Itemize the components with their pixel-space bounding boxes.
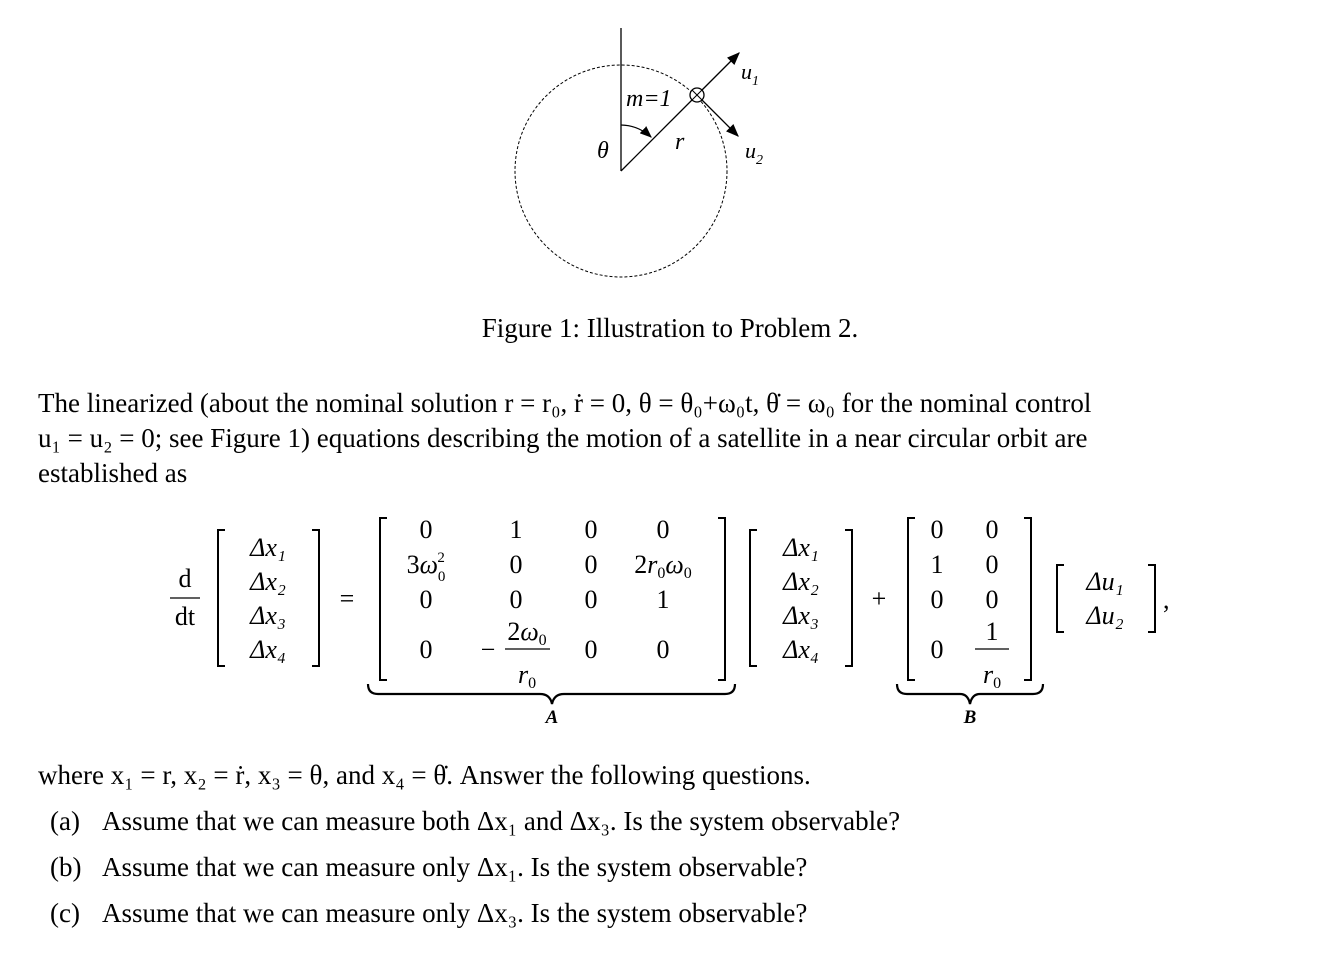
u2-arrow <box>697 95 738 136</box>
label-b: B <box>963 707 977 728</box>
underbrace-a <box>368 684 735 704</box>
input-u1: Δu₁ <box>1086 567 1124 596</box>
svg-text:1: 1 <box>985 617 999 646</box>
state2-x4: Δx₄ <box>783 635 819 664</box>
b-41: 0 <box>930 635 944 664</box>
a-41: 0 <box>419 635 433 664</box>
matrix-a-bracket-right <box>718 518 725 680</box>
svg-text:r0: r0 <box>982 660 1002 692</box>
state-x4: Δx₄ <box>250 635 286 664</box>
a-14: 0 <box>656 515 670 544</box>
u2-label: $u_2$ <box>745 138 763 168</box>
a-43: 0 <box>584 635 598 664</box>
question-a <box>50 806 900 837</box>
theta-label: θ <box>597 138 609 164</box>
state2-bracket-left <box>750 530 757 666</box>
state-bracket-left <box>218 530 225 666</box>
a-21: $3\omega_02$ <box>406 550 446 585</box>
underbrace-b <box>897 684 1043 704</box>
svg-text:−: − <box>480 635 496 664</box>
intro-line-2: u₁ = u₂ = 0; see Figure 1) equations describing the motion of a satellite in a near circular orbit are <box>38 423 1088 453</box>
orbit-figure <box>0 0 1340 300</box>
state2-bracket-right <box>845 530 852 666</box>
u1-label: $u_1$ <box>741 59 759 89</box>
a-32: 0 <box>509 585 523 614</box>
deriv-denominator: dt <box>174 602 196 631</box>
figure-caption: Figure 1: Illustration to Problem 2. <box>481 313 859 343</box>
input-bracket-right <box>1148 565 1155 632</box>
deriv-numerator: d <box>178 564 192 593</box>
a-24: 2r0ω0 <box>634 550 692 582</box>
svg-text:r0: r0 <box>517 660 537 692</box>
b-42 <box>975 617 1009 692</box>
a-12: 1 <box>509 515 523 544</box>
question-c <box>50 898 807 929</box>
a-44: 0 <box>656 635 670 664</box>
a-23: 0 <box>584 550 598 579</box>
question-a-label: (a) <box>50 806 80 836</box>
question-b-label: (b) <box>50 852 82 882</box>
intro-line-1: The linearized (about the nominal solution r = r₀, ṙ = 0, θ = θ₀+ω₀t, θ̇ = ω₀ for the nominal control <box>38 388 1092 418</box>
b-32: 0 <box>985 585 999 614</box>
equals-sign: = <box>339 584 355 613</box>
b-12: 0 <box>985 515 999 544</box>
b-11: 0 <box>930 515 944 544</box>
input-u2: Δu₂ <box>1086 601 1124 630</box>
plus-sign: + <box>871 584 887 613</box>
state-x2: Δx₂ <box>250 567 286 596</box>
trailing-comma: , <box>1163 585 1170 614</box>
question-b <box>50 852 807 883</box>
intro-paragraph <box>38 386 1308 491</box>
svg-text:2ω0: 2ω0 <box>507 617 547 649</box>
input-bracket-left <box>1057 565 1064 632</box>
matrix-a-bracket-left <box>380 518 387 680</box>
intro-line-3: established as <box>38 458 188 488</box>
question-b-text: Assume that we can measure only Δx₁. Is the system observable? <box>102 852 808 882</box>
question-a-text: Assume that we can measure both Δx₁ and Δx₃. Is the system observable? <box>102 806 901 836</box>
a-31: 0 <box>419 585 433 614</box>
state-x3: Δx₃ <box>250 601 286 630</box>
a-34: 1 <box>656 585 670 614</box>
r-label: r <box>675 129 685 155</box>
matrix-b-bracket-right <box>1024 518 1031 680</box>
a-42 <box>481 617 550 692</box>
theta-arc <box>621 125 651 137</box>
u1-arrow <box>697 53 739 95</box>
state2-x3: Δx₃ <box>783 601 819 630</box>
a-11: 0 <box>419 515 433 544</box>
state-x1: Δx₁ <box>250 533 286 562</box>
satellite-icon <box>690 88 704 102</box>
b-21: 1 <box>930 550 944 579</box>
state2-x2: Δx₂ <box>783 567 819 596</box>
where-line: where x₁ = r, x₂ = ṙ, x₃ = θ, and x₄ = θ̇. Answer the following questions. <box>38 760 811 790</box>
where-paragraph <box>38 758 1308 793</box>
question-c-label: (c) <box>50 898 80 928</box>
mass-label: m=1 <box>626 86 672 112</box>
state-bracket-right <box>312 530 319 666</box>
a-13: 0 <box>584 515 598 544</box>
b-31: 0 <box>930 585 944 614</box>
a-22: 0 <box>509 550 523 579</box>
b-22: 0 <box>985 550 999 579</box>
label-a: A <box>545 707 559 728</box>
matrix-b-bracket-left <box>908 518 915 680</box>
state2-x1: Δx₁ <box>783 533 819 562</box>
question-c-text: Assume that we can measure only Δx₃. Is the system observable? <box>102 898 808 928</box>
a-33: 0 <box>584 585 598 614</box>
